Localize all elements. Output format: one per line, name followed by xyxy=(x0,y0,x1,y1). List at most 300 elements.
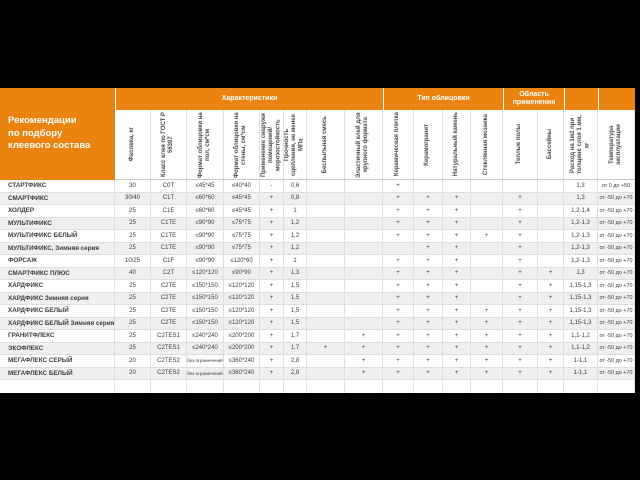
value-cell: от -50 до +70 xyxy=(598,355,635,367)
value-cell: + xyxy=(443,230,471,242)
value-cell: + xyxy=(443,343,471,355)
value-cell: + xyxy=(503,305,538,317)
value-cell: + xyxy=(383,193,414,205)
group-header-cell: Область применения xyxy=(503,88,564,110)
value-cell: + xyxy=(414,343,443,355)
value-cell: от -50 до +70 xyxy=(598,218,635,230)
value-cell: C1T xyxy=(151,193,187,205)
page-title-line: по подбору xyxy=(8,127,63,139)
value-cell: 1,7 xyxy=(284,343,307,355)
column-header-label: Теплые полы xyxy=(516,124,523,165)
value-cell: + xyxy=(471,355,503,367)
value-cell: без ограничений xyxy=(187,368,224,380)
table-row xyxy=(0,293,635,306)
value-cell xyxy=(345,230,383,242)
table-row xyxy=(0,368,635,381)
table-row xyxy=(0,318,635,331)
product-name-cell: ХАРДФИКС Зимняя серия xyxy=(0,293,115,305)
value-cell xyxy=(345,205,383,217)
table-row xyxy=(0,280,635,293)
column-header-label: Бассейны xyxy=(546,129,553,160)
value-cell xyxy=(564,380,598,393)
value-cell: + xyxy=(414,318,443,330)
value-cell: 1,2 xyxy=(284,218,307,230)
value-cell: 1,3 xyxy=(564,268,598,280)
value-cell: + xyxy=(383,330,414,342)
value-cell xyxy=(307,305,345,317)
value-cell: от -50 до +70 xyxy=(598,255,635,267)
column-header xyxy=(345,110,383,179)
column-header xyxy=(471,110,503,179)
value-cell: 30 xyxy=(115,180,151,192)
page-title-line: клеевого состава xyxy=(8,140,91,152)
value-cell xyxy=(345,180,383,192)
column-header xyxy=(284,110,307,179)
value-cell: + xyxy=(443,243,471,255)
value-cell: + xyxy=(383,230,414,242)
value-cell: 1,2-1,3 xyxy=(564,230,598,242)
value-cell: 1 xyxy=(284,255,307,267)
column-header-label: Фасовка, кг xyxy=(128,127,135,162)
value-cell: от -50 до +70 xyxy=(598,243,635,255)
value-cell: 1,2 xyxy=(284,230,307,242)
value-cell: + xyxy=(503,368,538,380)
value-cell: 1,2 xyxy=(284,243,307,255)
value-cell: ≤45*45 xyxy=(224,205,260,217)
value-cell: от -50 до +70 xyxy=(598,193,635,205)
value-cell: 1,15-1,3 xyxy=(564,305,598,317)
table-row xyxy=(0,243,635,256)
value-cell xyxy=(471,380,503,393)
table-row xyxy=(0,193,635,206)
table-row xyxy=(0,230,635,243)
value-cell: от -50 до +70 xyxy=(598,368,635,380)
value-cell xyxy=(443,180,471,192)
column-header-label: Применение снаружи помещений/ морозостойкость xyxy=(260,112,282,177)
column-header xyxy=(187,110,224,179)
value-cell: + xyxy=(414,305,443,317)
table-row xyxy=(0,330,635,343)
value-cell: + xyxy=(503,193,538,205)
value-cell xyxy=(471,205,503,217)
value-cell xyxy=(307,355,345,367)
value-cell: + xyxy=(260,205,284,217)
value-cell: + xyxy=(503,355,538,367)
value-cell: без ограничений xyxy=(187,355,224,367)
value-cell: + xyxy=(503,330,538,342)
value-cell: 1-1,1 xyxy=(564,368,598,380)
value-cell: ≤75*75 xyxy=(224,243,260,255)
value-cell xyxy=(345,318,383,330)
value-cell: ≤120*120 xyxy=(224,280,260,292)
page-title-line: Рекомендации xyxy=(8,114,77,126)
column-header-label: Прочность сцепления, не менее МПа xyxy=(284,113,305,176)
value-cell: + xyxy=(538,280,564,292)
value-cell: + xyxy=(414,243,443,255)
value-cell: ≤90*90 xyxy=(187,255,224,267)
value-cell xyxy=(345,268,383,280)
value-cell xyxy=(307,193,345,205)
value-cell xyxy=(471,180,503,192)
value-cell: + xyxy=(503,318,538,330)
value-cell: + xyxy=(538,318,564,330)
value-cell: 10/25 xyxy=(115,255,151,267)
value-cell: ≤240*240 xyxy=(187,343,224,355)
value-cell: C2TE xyxy=(151,318,187,330)
value-cell xyxy=(345,380,383,393)
value-cell: + xyxy=(443,355,471,367)
column-header-label: Керамогранит xyxy=(424,123,431,166)
value-cell: ≤360*240 xyxy=(224,355,260,367)
value-cell xyxy=(471,218,503,230)
table-header-area xyxy=(0,88,635,180)
value-cell: 1,15-1,3 xyxy=(564,293,598,305)
value-cell: + xyxy=(443,368,471,380)
value-cell: 0,8 xyxy=(284,193,307,205)
product-name-cell xyxy=(0,380,115,393)
value-cell xyxy=(307,380,345,393)
value-cell: + xyxy=(443,205,471,217)
value-cell: + xyxy=(503,205,538,217)
column-header xyxy=(414,110,443,179)
value-cell: + xyxy=(345,368,383,380)
value-cell: 25 xyxy=(115,330,151,342)
value-cell: ≤60*60 xyxy=(187,205,224,217)
column-header-label: Формат облицовки на пол, см*см xyxy=(197,111,211,178)
value-cell: ≤360*240 xyxy=(224,368,260,380)
value-cell xyxy=(307,330,345,342)
value-cell xyxy=(503,380,538,393)
value-cell: 25 xyxy=(115,280,151,292)
value-cell xyxy=(260,380,284,393)
product-name-cell: МУЛЬТИФИКС БЕЛЫЙ xyxy=(0,230,115,242)
value-cell: + xyxy=(260,280,284,292)
product-name-cell: МЕГАФЛЕКС СЕРЫЙ xyxy=(0,355,115,367)
value-cell: 1,3 xyxy=(564,193,598,205)
product-name-cell: СМАРТФИКС ПЛЮС xyxy=(0,268,115,280)
value-cell: + xyxy=(383,343,414,355)
value-cell: ≤240*240 xyxy=(187,330,224,342)
value-cell: + xyxy=(503,255,538,267)
value-cell: 1,5 xyxy=(284,280,307,292)
value-cell: + xyxy=(538,368,564,380)
value-cell: от -50 до +70 xyxy=(598,205,635,217)
value-cell: ≤40*40 xyxy=(224,180,260,192)
product-name-cell: ГРАНИТФЛЕКС xyxy=(0,330,115,342)
value-cell xyxy=(307,218,345,230)
value-cell xyxy=(538,193,564,205)
table-row xyxy=(0,355,635,368)
value-cell: + xyxy=(260,230,284,242)
recommendations-table xyxy=(0,88,635,393)
group-header-cell: Тип облицовки xyxy=(383,88,503,110)
value-cell xyxy=(471,243,503,255)
value-cell: + xyxy=(260,218,284,230)
column-header-label: Формат облицовки на стены, см*см xyxy=(234,111,248,178)
value-cell xyxy=(538,218,564,230)
group-header-cell: Характеристики xyxy=(115,88,383,110)
value-cell xyxy=(598,380,635,393)
value-cell: + xyxy=(414,330,443,342)
value-cell xyxy=(538,180,564,192)
value-cell: + xyxy=(414,293,443,305)
value-cell xyxy=(538,243,564,255)
value-cell xyxy=(345,305,383,317)
value-cell: от -50 до +70 xyxy=(598,293,635,305)
value-cell xyxy=(471,255,503,267)
value-cell: ≤120*60 xyxy=(224,255,260,267)
value-cell: + xyxy=(443,268,471,280)
product-name-cell: ХАРДФИКС xyxy=(0,280,115,292)
value-cell: + xyxy=(260,343,284,355)
value-cell: + xyxy=(260,368,284,380)
value-cell: 1,7 xyxy=(284,330,307,342)
value-cell: + xyxy=(260,268,284,280)
value-cell xyxy=(383,243,414,255)
column-header-label: Беспыльная смесь xyxy=(321,115,328,174)
value-cell: C2TE xyxy=(151,305,187,317)
value-cell: 25 xyxy=(115,305,151,317)
column-header-label: Класс клея по ГОСТ Р 56387 xyxy=(161,112,175,177)
empty-row xyxy=(0,380,635,393)
value-cell: C2TE xyxy=(151,280,187,292)
value-cell: ≤45*45 xyxy=(187,180,224,192)
column-header xyxy=(224,110,260,179)
value-cell: C1TE xyxy=(151,218,187,230)
value-cell: + xyxy=(538,268,564,280)
value-cell: + xyxy=(414,205,443,217)
column-header xyxy=(538,110,564,179)
value-cell: - xyxy=(260,180,284,192)
value-cell xyxy=(345,243,383,255)
value-cell: 1,5 xyxy=(284,305,307,317)
value-cell: + xyxy=(414,280,443,292)
value-cell xyxy=(414,180,443,192)
value-cell: + xyxy=(538,293,564,305)
value-cell: 30/40 xyxy=(115,193,151,205)
value-cell xyxy=(307,230,345,242)
value-cell: ≤150*150 xyxy=(187,305,224,317)
value-cell: ≤75*75 xyxy=(224,230,260,242)
value-cell: ≤200*200 xyxy=(224,330,260,342)
value-cell xyxy=(224,380,260,393)
value-cell: + xyxy=(443,330,471,342)
value-cell: + xyxy=(471,305,503,317)
value-cell: от -50 до +70 xyxy=(598,318,635,330)
product-name-cell: МЕГАФЛЕКС БЕЛЫЙ xyxy=(0,368,115,380)
value-cell: + xyxy=(471,330,503,342)
column-header-label: Натуральный камень xyxy=(452,112,459,177)
value-cell: 1,5 xyxy=(284,318,307,330)
column-header xyxy=(115,110,151,179)
column-header xyxy=(564,110,598,179)
value-cell: + xyxy=(260,255,284,267)
value-cell: 1 xyxy=(284,205,307,217)
value-cell: от 0 до +50 xyxy=(598,180,635,192)
column-header-label: Температура эксплуатации xyxy=(608,124,622,165)
value-cell: ≤60*60 xyxy=(187,193,224,205)
product-name-cell: СМАРТФИКС xyxy=(0,193,115,205)
column-header-label: Стеклянная мозаика xyxy=(482,114,489,175)
value-cell xyxy=(307,368,345,380)
column-header-label: Керамическая плитка xyxy=(394,112,401,177)
value-cell: + xyxy=(383,255,414,267)
value-cell: + xyxy=(383,318,414,330)
value-cell: 1,15-1,3 xyxy=(564,318,598,330)
value-cell: ≤150*150 xyxy=(187,293,224,305)
table-row xyxy=(0,268,635,281)
value-cell: 20 xyxy=(115,368,151,380)
column-header xyxy=(260,110,284,179)
value-cell: ≤200*200 xyxy=(224,343,260,355)
value-cell xyxy=(307,268,345,280)
value-cell: + xyxy=(443,305,471,317)
value-cell: + xyxy=(414,218,443,230)
value-cell: + xyxy=(260,318,284,330)
value-cell xyxy=(345,218,383,230)
value-cell: + xyxy=(503,343,538,355)
value-cell xyxy=(307,255,345,267)
product-name-cell: ЭКОФЛЕКС xyxy=(0,343,115,355)
column-header xyxy=(503,110,538,179)
value-cell: 2,8 xyxy=(284,368,307,380)
value-cell: 25 xyxy=(115,243,151,255)
value-cell: 0,6 xyxy=(284,180,307,192)
value-cell: от -50 до +70 xyxy=(598,280,635,292)
value-cell xyxy=(503,180,538,192)
value-cell: C2T xyxy=(151,268,187,280)
value-cell: + xyxy=(443,193,471,205)
value-cell xyxy=(538,205,564,217)
value-cell: + xyxy=(503,218,538,230)
value-cell xyxy=(383,380,414,393)
value-cell: 1,2-1,4 xyxy=(564,205,598,217)
value-cell: C1E xyxy=(151,205,187,217)
value-cell: + xyxy=(538,330,564,342)
value-cell: + xyxy=(414,255,443,267)
value-cell xyxy=(307,280,345,292)
value-cell: + xyxy=(443,318,471,330)
value-cell: + xyxy=(345,343,383,355)
value-cell: 25 xyxy=(115,293,151,305)
value-cell: ≤45*45 xyxy=(224,193,260,205)
value-cell: ≤90*90 xyxy=(187,243,224,255)
value-cell: + xyxy=(503,280,538,292)
value-cell: + xyxy=(471,368,503,380)
value-cell: C1TE xyxy=(151,243,187,255)
value-cell xyxy=(345,293,383,305)
value-cell: + xyxy=(443,293,471,305)
value-cell: + xyxy=(503,268,538,280)
table-row xyxy=(0,180,635,193)
value-cell: C1F xyxy=(151,255,187,267)
table-body xyxy=(0,180,635,393)
value-cell: + xyxy=(443,218,471,230)
value-cell: от -50 до +70 xyxy=(598,330,635,342)
table-row xyxy=(0,343,635,356)
value-cell: ≤150*150 xyxy=(187,318,224,330)
value-cell: C0T xyxy=(151,180,187,192)
value-cell xyxy=(284,380,307,393)
value-cell xyxy=(307,318,345,330)
value-cell xyxy=(471,293,503,305)
value-cell: + xyxy=(383,280,414,292)
value-cell: + xyxy=(260,293,284,305)
value-cell: от -50 до +70 xyxy=(598,305,635,317)
value-cell: + xyxy=(260,305,284,317)
value-cell: + xyxy=(538,343,564,355)
value-cell xyxy=(345,193,383,205)
value-cell: + xyxy=(383,305,414,317)
value-cell: ≤120*120 xyxy=(224,293,260,305)
column-header-label: Расход на 1м2 при толщине слоя 1 мм, кг xyxy=(569,115,591,174)
value-cell: + xyxy=(260,243,284,255)
value-cell: + xyxy=(471,343,503,355)
value-cell: + xyxy=(538,305,564,317)
value-cell xyxy=(538,230,564,242)
value-cell: + xyxy=(503,293,538,305)
value-cell: + xyxy=(503,243,538,255)
value-cell: + xyxy=(345,355,383,367)
value-cell: ≤90*90 xyxy=(187,230,224,242)
value-cell: + xyxy=(383,293,414,305)
value-cell: + xyxy=(414,268,443,280)
value-cell: + xyxy=(471,318,503,330)
value-cell: 1,2-1,3 xyxy=(564,218,598,230)
value-cell: + xyxy=(503,230,538,242)
value-cell: + xyxy=(414,368,443,380)
value-cell: ≤120*120 xyxy=(224,318,260,330)
group-header-band xyxy=(115,88,635,110)
product-name-cell: ФОРСАЖ xyxy=(0,255,115,267)
value-cell: C2TE xyxy=(151,293,187,305)
value-cell: 1,3 xyxy=(284,268,307,280)
value-cell: от -50 до +70 xyxy=(598,230,635,242)
value-cell: 25 xyxy=(115,230,151,242)
table-row xyxy=(0,205,635,218)
value-cell: + xyxy=(414,193,443,205)
value-cell xyxy=(307,293,345,305)
value-cell: + xyxy=(383,368,414,380)
column-header xyxy=(598,110,635,179)
value-cell: + xyxy=(471,230,503,242)
value-cell xyxy=(307,243,345,255)
value-cell: 1,15-1,3 xyxy=(564,280,598,292)
group-header-cell xyxy=(598,88,635,110)
value-cell: 1,3 xyxy=(564,180,598,192)
value-cell: от -50 до +70 xyxy=(598,343,635,355)
value-cell: + xyxy=(538,355,564,367)
column-header xyxy=(307,110,345,179)
header-columns-area xyxy=(115,88,635,180)
value-cell: 25 xyxy=(115,205,151,217)
value-cell: + xyxy=(260,193,284,205)
table-row xyxy=(0,255,635,268)
value-cell: C1TE xyxy=(151,230,187,242)
value-cell: 40 xyxy=(115,268,151,280)
value-cell xyxy=(307,180,345,192)
value-cell: + xyxy=(260,330,284,342)
value-cell: + xyxy=(443,280,471,292)
value-cell xyxy=(151,380,187,393)
value-cell: + xyxy=(414,230,443,242)
column-header-label: Эластичный клей для крупного формата xyxy=(356,111,370,178)
table-row xyxy=(0,218,635,231)
value-cell xyxy=(538,255,564,267)
page-title xyxy=(0,88,115,180)
product-name-cell: ХАРДФИКС БЕЛЫЙ xyxy=(0,305,115,317)
value-cell: 25 xyxy=(115,318,151,330)
